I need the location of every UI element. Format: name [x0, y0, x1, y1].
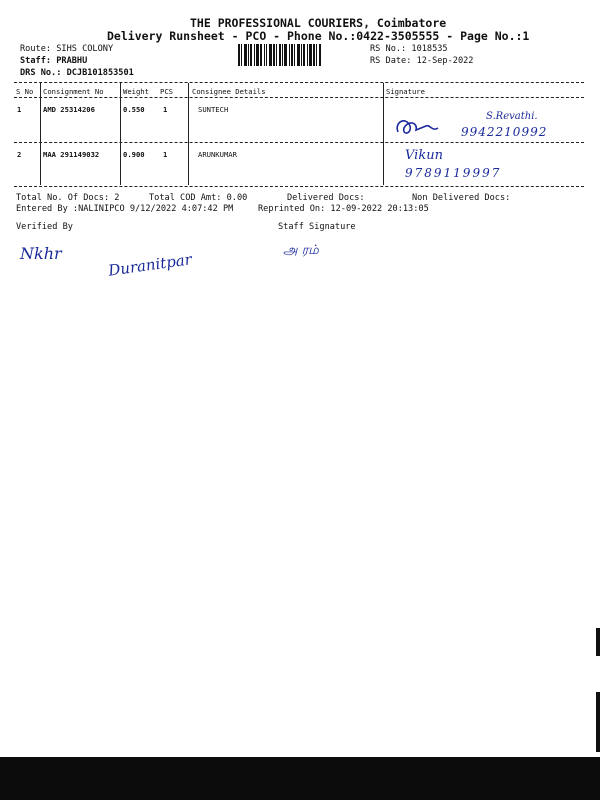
company-title: THE PROFESSIONAL COURIERS, Coimbatore — [190, 16, 447, 30]
verified-by-label: Verified By — [16, 222, 73, 232]
staff: Staff: PRABHU — [20, 56, 88, 66]
row-pcs: 1 — [163, 105, 168, 114]
verified-signature: Nkhr — [20, 244, 62, 263]
runsheet-subtitle: Delivery Runsheet - PCO - Phone No.:0422-3505555 - Page No.:1 — [107, 29, 530, 43]
total-docs: Total No. Of Docs: 2 — [16, 193, 120, 203]
rs-number: RS No.: 1018535 — [370, 44, 448, 54]
drs-number: DRS No.: DCJB101853501 — [20, 68, 134, 78]
row-sno: 2 — [17, 150, 22, 159]
col-sno: S No — [16, 87, 34, 96]
signature-name: S.Revathi. — [486, 111, 538, 122]
col-pcs: PCS — [160, 87, 173, 96]
barcode — [238, 44, 360, 66]
scan-edge-mark — [596, 692, 600, 752]
row-sno: 1 — [17, 105, 22, 114]
route: Route: SIHS COLONY — [20, 44, 114, 54]
row-pcs: 1 — [163, 150, 168, 159]
col-consignee: Consignee Details — [192, 87, 266, 96]
col-consignment: Consignment No — [43, 87, 104, 96]
rs-date: RS Date: 12-Sep-2022 — [370, 56, 474, 66]
scan-edge-mark — [596, 628, 600, 656]
entered-by: Entered By :NALINIPCO 9/12/2022 4:07:42 PM — [16, 204, 234, 214]
delivered-docs: Delivered Docs: — [287, 193, 365, 203]
reprinted-on: Reprinted On: 12-09-2022 20:13:05 — [258, 204, 429, 214]
row-consignee: SUNTECH — [198, 105, 229, 114]
signature-name: Vikun — [405, 148, 443, 163]
col-signature: Signature — [386, 87, 425, 96]
row-rule — [14, 142, 584, 143]
total-cod: Total COD Amt: 0.00 — [149, 193, 248, 203]
signature-scribble — [392, 112, 452, 140]
row-consignment: AMD 25314206 — [43, 105, 95, 114]
row-weight: 0.550 — [123, 105, 145, 114]
staff-signature: அ ரம் — [283, 243, 319, 258]
signature-phone: 9789119997 — [405, 166, 502, 180]
row-consignment: MAA 291149032 — [43, 150, 100, 159]
signature-phone: 9942210992 — [461, 125, 548, 139]
col-weight: Weight — [123, 87, 149, 96]
row-consignee: ARUNKUMAR — [198, 150, 237, 159]
table-bottom-rule — [14, 186, 584, 187]
verified-signature-2: Duranitpar — [107, 250, 193, 280]
non-delivered-docs: Non Delivered Docs: — [412, 193, 511, 203]
scan-bottom-band — [0, 757, 600, 800]
table-header-rule — [14, 97, 584, 98]
row-weight: 0.900 — [123, 150, 145, 159]
staff-signature-label: Staff Signature — [278, 222, 356, 232]
table-top-rule — [14, 82, 584, 83]
